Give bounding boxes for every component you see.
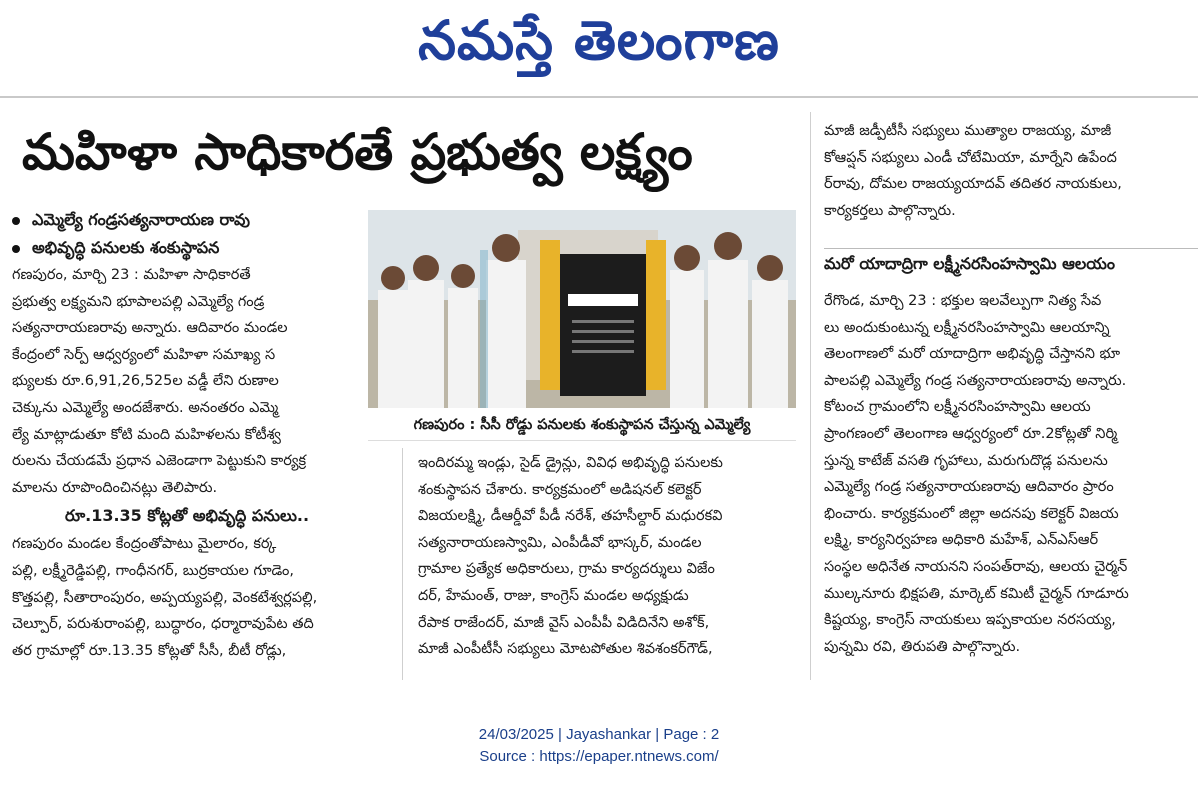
footer-date-line: 24/03/2025 | Jayashankar | Page : 2 [478,726,720,743]
page-footer [0,724,1198,768]
text-line: భించారు. కార్యక్రమంలో జిల్లా అదనపు కలెక్టర్ విజయ [824,505,1119,522]
article-column-1 [12,262,362,664]
text-line: రేగొండ, మార్చి 23 : భక్తుల ఇలవేల్పుగా నిత్య సేవ [824,293,1102,309]
text-line: మాజీ జడ్పీటీసీ సభ్యులు ముత్యాల రాజయ్య, మాజీ [824,123,1112,139]
text-line: చెక్కును ఎమ్మెల్యే అందజేశారు. అనంతరం ఎమ్మె [12,399,279,416]
article-photo [368,210,796,408]
article-bullets [12,206,362,262]
text-line: కోఆప్షన్ సభ్యులు ఎండీ చోటేమియా, మార్నేని ఉపేంద [824,149,1117,166]
column-divider [810,112,811,680]
bullet-dot-icon [12,245,20,253]
text-line: గ్రామాల ప్రత్యేక అధికారులు, గ్రామ కార్యదర్శులు విజేం [418,561,715,578]
text-line: ప్రాంగణంలో తెలంగాణ ఆధ్వర్యంలో రూ.2కోట్లతో నిర్మి [824,425,1118,442]
bullet-item [12,206,362,234]
bullet-dot-icon [12,217,20,225]
section-subhead: రూ.13.35 కోట్లతో అభివృద్ధి పనులు.. [64,506,310,526]
text-line: తర గ్రామాల్లో రూ.13.35 కోట్లతో సీసీ, బీటీ రోడ్లు, [12,642,287,659]
text-line: ప్రభుత్వ లక్ష్యమని భూపాలపల్లి ఎమ్మెల్యే గండ్ర [12,293,265,310]
text-line: కోటంచ గ్రామంలోని లక్ష్మీనరసింహస్వామి ఆలయ [824,399,1091,416]
text-line: శంకుస్థాపన చేశారు. కార్యక్రమంలో అడిషనల్ కలెక్టర్ [418,481,702,498]
text-line: రులను చేయడమే ప్రధాన ఎజెండాగా పెట్టుకుని కార్యక్ర [12,453,307,470]
text-line: స్తున్న కాటేజ్ వసతి గృహాలు, మరుగుదొడ్ల పనులను [824,452,1108,469]
text-line: ఇందిరమ్మ ఇండ్లు, సైడ్ డ్రైన్లు, వివిధ అభివృద్ధి పనులకు [418,455,723,471]
text-line: ముల్కనూరు భిక్షపతి, మార్కెట్ కమిటీ చైర్మన్ గూడూరు [824,585,1129,602]
text-line: కార్యకర్తలు పాల్గొన్నారు. [824,202,956,219]
photo-caption: గణపురం : సీసీ రోడ్డు పనులకు శంకుస్థాపన చేస్తున్న ఎమ్మెల్యే [368,410,796,441]
side-article-body [824,288,1198,660]
text-line: ల్యే మాట్లాడుతూ కోటి మంది మహిళలను కోటీశ్వ [12,426,281,443]
text-line: లు అందుకుంటున్న లక్ష్మీనరసింహస్వామి ఆలయాన్ని [824,319,1110,336]
masthead-title: నమస్తే తెలంగాణ [418,8,780,72]
text-line: పల్లి, లక్ష్మీరెడ్డిపల్లి, గాంధీనగర్, బుర్రకాయల గూడెం, [12,562,295,579]
bullet-item [12,234,362,262]
text-line: మాజీ ఎంపీటీసీ సభ్యులు మోటపోతుల శివశంకర్‌గౌడ్, [418,641,713,658]
text-line: కేంద్రంలో సెర్ప్ ఆధ్వర్యంలో మహిళా సమాఖ్య స [12,346,276,363]
text-line: కిష్టయ్య, కాంగ్రెస్ నాయకులు ఇప్పకాయల నరసయ్య, [824,612,1116,629]
text-line: సంస్థల అధినేత నాయనని సంపత్‌రావు, ఆలయ చైర్మన్ [824,558,1128,575]
text-line: గణపురం, మార్చి 23 : మహిళా సాధికారతే [12,267,251,283]
text-line: భ్యులకు రూ.6,91,26,525ల వడ్డీ లేని రుణాల [12,373,279,390]
text-line: విజయలక్ష్మి, డీఆర్డీవో పీడీ నరేశ్, తహసీల్దార్ మధురకవి [418,508,723,525]
text-line: సత్యనారాయణరావు అన్నారు. ఆదివారం మండల [12,320,288,337]
footer-source-link[interactable]: Source : https://epaper.ntnews.com/ [479,748,719,765]
masthead-divider [0,96,1198,98]
photo-illustration [368,210,796,408]
article-column-2 [418,450,794,663]
text-line: ఎమ్మెల్యే గండ్ర సత్యనారాయణరావు ఆదివారం ప్రారం [824,479,1114,496]
bullet-text: ఎమ్మెల్యే గండ్రసత్యనారాయణ రావు [32,210,250,229]
text-line: ర్‌రావు, దోమల రాజయ్యయాదవ్ తదితర నాయకులు, [824,176,1122,193]
side-article-headline: మరో యాదాద్రిగా లక్ష్మీనరసింహస్వామి ఆలయం [824,248,1198,279]
text-line: తెలంగాణలో మరో యాదాద్రిగా అభివృద్ధి చేస్తానని భూ [824,346,1121,363]
text-line: కొత్తపల్లి, సీతారాంపురం, అప్పయ్యపల్లి, వెంకటేశ్వర్లపల్లి, [12,589,318,606]
column-divider [402,448,403,680]
bullet-text: అభివృద్ధి పనులకు శంకుస్థాపన [32,238,220,257]
text-line: సత్యనారాయణస్వామి, ఎంపీడీవో భాస్కర్, మండల [418,534,702,551]
text-line: గణపురం మండల కేంద్రంతోపాటు మైలారం, కర్క [12,536,277,553]
text-line: లక్ష్మి, కార్యనిర్వహణ అధికారి మహేశ్, ఎన్ఎస్ఆర్ [824,532,1099,549]
text-line: పాలపల్లి ఎమ్మెల్యే గండ్ర సత్యనారాయణరావు అన్నారు. [824,372,1127,389]
text-line: చెల్పూర్, పరుశురాంపల్లి, బుద్ధారం, ధర్మారావుపేట తది [12,616,314,633]
text-line: దర్, హేమంత్, రాజు, కాంగ్రెస్ మండల అధ్యక్షుడు [418,587,689,604]
article-headline: మహిళా సాధికారతే ప్రభుత్వ లక్ష్యం [22,123,693,181]
text-line: పున్నమి రవి, తిరుపతి పాల్గొన్నారు. [824,638,1021,655]
text-line: రేపాక రాజేందర్, మాజీ వైస్ ఎంపీపీ విడిదినేని అశోక్, [418,614,710,631]
text-line: మాలను రూపొందించినట్లు తెలిపారు. [12,479,218,496]
article-column-3 [824,118,1198,224]
